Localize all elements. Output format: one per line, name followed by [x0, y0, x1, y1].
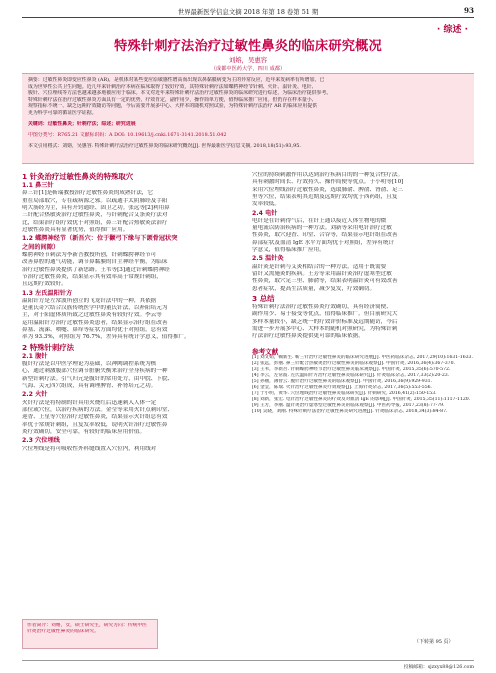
citation-format: 本文引用格式：刘嫆，吴惠容. 特殊针刺疗法治疗过敏性鼻炎的临床研究概况[J]. 世界最新医学信息文摘, 2018,18(51):93,95. [28, 143, 301, 149]
text-line: 性鼻炎，取穴迎香、印堂、合谷等，结果显示电针组在改善 [252, 232, 398, 239]
authors: 刘嫆，吴惠容 [228, 56, 268, 64]
keywords: 关键词：过敏性鼻炎；针刺疗法；综述；研究进展 [28, 121, 136, 127]
page-number: 93 [463, 6, 474, 15]
text-line: 比，结果治疗组疗效优于对照组，鼻三针配合热敏灸法治疗 [22, 219, 168, 226]
reference-item: [5] 孙丽，薄智云. 腹针治疗过敏性鼻炎的临床观察[J]. 中国针灸, 2016,36(9):929-931. [252, 378, 433, 384]
author-note-line: 针灸治疗过敏性鼻炎的临床研究。 [27, 629, 99, 635]
text-line: 明大肠经为主，具有开窍通经、固卫之功。张远等[2]利用鼻 [22, 204, 170, 211]
subsection-heading: 1.3 左氏温阳针方 [22, 289, 73, 297]
subsection-heading: 之间的间隙） [22, 243, 60, 251]
paragraph [22, 252, 244, 288]
text-line: 腹针疗法是以中医学理论为基础，以神阙调控系统为核 [22, 361, 157, 368]
subsection-heading: 2.3 穴位埋线 [22, 437, 60, 445]
abstract-box [22, 73, 474, 164]
reference-item: [1] 刘文娟，赖新生. 靳三针治疗过敏性鼻炎的临床研究进展[J]. 中医药临床杂志, 2017,29(10):1631-1633. [252, 354, 473, 360]
text-line: 炎疗效确切，安全可靠，有较好的临床应用价值。 [22, 428, 146, 435]
paragraph [22, 361, 244, 390]
article-title: 特殊针刺疗法治疗过敏性鼻炎的临床研究概况 [114, 39, 382, 54]
abstract-line: 观察指标不统一、缺乏远期疗效随访等问题，今后需要开展多中心、大样本的随机对照试验，为特殊针刺疗法治疗 AR 的临床应用提供 [28, 103, 318, 109]
text-line: 三针配合热敏灸治疗过敏性鼻炎，与针刺配合艾条灸疗法对 [22, 212, 168, 219]
journal-header: 世界最新医学信息文摘 2018 年第 18 卷第 51 期 [177, 8, 319, 16]
text-line: 副作用少、易于接受等优点，值得临床推广。但目前研究大 [252, 311, 398, 318]
subsection-heading: 2.1 腹针 [22, 352, 48, 360]
text-line: 里等穴位，结果表明其近期及远期疗效均优于西药组，且复 [252, 193, 398, 200]
author-note-line: 作者简介：刘嫆，女，硕士研究生，研究方向：传统中医 [27, 623, 147, 628]
text-line: 穴位的持续刺激作用以达到治疗疾病目的的一种复合性疗法。 [252, 172, 404, 178]
text-line: 迎香、上星等穴位治疗过敏性鼻炎，结果显示火针组总有效 [22, 414, 168, 421]
text-line: 气海、关元四穴组成，具有调理脾胃、补肾培元之功。 [22, 382, 157, 389]
text-line: 部位或穴位，以治疗疾病的方法。金莹等采用火针点刺印堂、 [22, 406, 174, 413]
text-line: 率优于常规针刺组，且复发率较低，说明火针治疗过敏性鼻 [22, 421, 168, 428]
section-heading: 1 针灸治疗过敏性鼻炎的特殊取穴 [22, 172, 134, 181]
text-line: 电针是在针刺得气后，在针上通以接近人体生物电的微 [252, 217, 387, 224]
text-line: 需进一步开展多中心、大样本的随机对照研究，为特殊针刺 [252, 325, 398, 332]
text-line: 蝶腭神经节刺法为李新吾教授所创，针刺蝶腭神经节可 [22, 252, 157, 258]
paragraph [22, 298, 244, 342]
affiliation: （成都中医药大学，四川 成都） [210, 66, 286, 72]
abstract-line: 摘要：过敏性鼻炎即变应性鼻炎 (AR)，是机体对某些变应原敏感性增高而出现以鼻黏膜病变为主的异常反应，近年来发病率有所增加，已 [28, 77, 325, 83]
text-line: 特殊针刺疗法治疗过敏性鼻炎疗效确切，具有经济简便、 [252, 304, 392, 310]
subsection-heading: 1.2 蝶腭神经节（新吾穴：位于颧弓下缘与下颌骨冠状突 [22, 235, 178, 243]
reference-list [252, 355, 474, 416]
text-line: 心，通过刺激腹部穴位调节脏腑失衡来治疗全身疾病的一种 [22, 368, 168, 375]
paragraph [252, 264, 474, 293]
text-line: 治疗过敏性鼻炎提供了新思路。王苇等[3]通过针刺蝶腭神经 [22, 266, 170, 273]
text-line: 采用穴位埋线治疗过敏性鼻炎，选取肺俞、脾俞、肾俞、足三 [252, 186, 404, 193]
text-line: 过敏性鼻炎具有显著优势，值得推广应用。 [22, 226, 129, 233]
footer-email: 投稿邮箱：sjzxyx88@126.com [403, 665, 474, 670]
reference-item: [9] 王芳，李丽. 温针灸治疗虚寒型过敏性鼻炎的临床观察[J]. 中医药导报, 2017,23(8):77-79. [252, 403, 445, 409]
paragraph [22, 400, 244, 436]
reference-item: [8] 刘新，张宏. 电针治疗过敏性鼻炎的疗效及对血清 IgE 的影响[J]. 中国针灸, 2015,35(11):1117-1120. [252, 397, 471, 403]
section-tag: · 综述 · [436, 25, 468, 35]
text-line: 留针又需施灸的疾病。王芳等采用温针灸治疗虚寒型过敏 [252, 271, 392, 278]
text-line: 新型针刺疗法。引气归元是腹针的常用处方，由中脘、下脘、 [22, 375, 174, 382]
paragraph [252, 304, 474, 340]
text-line: 鼻塞、流涕、喷嚏、鼻痒等症状方面均优于对照组，总有效 [22, 327, 168, 334]
abstract-line: 成为世界性公共卫生问题。近几年来针刺治疗本病在临床取得了较好疗效，其特殊针刺疗法如蝶腭神经节针刺、火针、温针灸、电针、 [28, 83, 317, 90]
subsection-heading: 2.5 温针灸 [252, 255, 284, 263]
paragraph [22, 446, 244, 453]
text-line: 疗法治疗过敏性鼻炎提供更可靠的临床依据。 [252, 333, 364, 340]
author-note-box [22, 619, 158, 649]
subsection-heading: 2.4 电针 [252, 209, 278, 217]
section-heading: 2 特殊针刺疗法 [22, 342, 75, 352]
text-line: 鼻部症状及血清 IgE 水平方面均优于对照组，差异有统计 [252, 239, 395, 246]
reference-item: [2] 张远，彭丽. 鼻三针配合热敏灸治疗过敏性鼻炎的临床观察[J]. 中国针灸, 2016,36(4):367-370. [252, 360, 455, 366]
section-heading: 3 总结 [252, 294, 275, 303]
paragraph [252, 218, 474, 254]
abstract-line: 特殊针刺疗法在治疗过敏性鼻炎方面具有一定的优势，疗效肯定，副作用少，操作简单方便，值得临床推广应用。但仍存在样本量小、 [28, 96, 317, 103]
text-line: 是董氏奇穴结合汉族传统医学中的董氏针法，以补阳培元为 [22, 305, 168, 312]
subsection-heading: 2.2 火针 [22, 391, 48, 399]
text-line: 率为 93.3%，对照组为 76.7%，差异具有统计学意义，值得推广。 [22, 334, 190, 341]
text-line: 节治疗过敏性鼻炎，结果显示其有效率高于常规针刺组， [22, 273, 162, 280]
text-line: 重在局部取穴，专在疏病源之邪。以疏通手太阴肺经及手阳 [22, 197, 168, 204]
text-line: 患者症状，提高生活质量，减少复发，疗效确切。 [252, 285, 376, 292]
reference-item: [6] 金莹，陈瑞. 火针治疗过敏性鼻炎疗效观察[J]. 上海针灸杂志, 2017,36(5):553-556. [252, 384, 433, 390]
reference-item: [4] 李云，左常波. 左氏温阳针方治疗过敏性鼻炎临床研究[J]. 针灸临床杂志, 2017,33(2):20-23. [252, 372, 450, 378]
text-line: 鼻三针[1]是靳瑞教授治疗过敏性鼻炎的成熟针法，它 [22, 190, 153, 197]
text-line: 性鼻炎，取穴足三里、肺俞等，结果表明温针灸可有效改善 [252, 278, 398, 285]
reference-item: [7] 于小明，黄华. 穴位埋线治疗过敏性鼻炎临床研究[J]. 针刺研究, 2016,41(2):150-153. [252, 391, 437, 397]
paragraph [252, 172, 474, 208]
classification-line: 中图分类号：R765.21 文献标识码：A DOI: 10.19613/j.cnki.1671-3141.2018.51.042 [28, 132, 227, 138]
text-line: 量电流以防治疾病的一种方法。刘新等采用电针治疗过敏 [252, 225, 392, 232]
text-line: 主，对于阳虚体质所致之过敏性鼻炎有较好疗效。李云等 [22, 312, 162, 319]
text-line: 温针灸是针刺与艾灸相结合的一种方法，适用于既需要 [252, 263, 387, 270]
reference-item: [10] 吴晓，刘刚. 特殊针刺疗法治疗过敏性鼻炎研究进展[J]. 针灸临床杂志, 2018,34(3):84-87. [252, 409, 448, 415]
text-line: 改善鼻腔的通气功能，调节鼻黏膜的自主神经平衡，为临床 [22, 259, 168, 266]
text-line: 运用温阳针方治疗过敏性鼻炎患者，结果显示治疗组在改善 [22, 319, 168, 326]
references-heading: 参考文献 [252, 347, 279, 356]
text-line: 且远期疗效较好。 [22, 281, 67, 288]
text-line: 穴位埋线是将可吸收性外科缝线置入穴位内，利用线对 [22, 445, 157, 452]
text-line: 学意义，值得临床推广应用。 [252, 247, 325, 254]
reference-item: [3] 王苇，李新吾. 针刺蝶腭神经节治疗过敏性鼻炎临床观察[J]. 中国针灸, 2015,35(6):570-572. [252, 366, 451, 372]
text-line: 火针疗法是将特制的针具用火烧红后迅速刺入人体一定 [22, 399, 157, 406]
continued-note: （下转第 95 页） [414, 639, 454, 645]
page-footer [22, 660, 474, 670]
abstract-line: 更为科学可靠的循证医学证据。 [28, 109, 97, 116]
abstract-line: 腹针、穴位埋线等方法也越来越多地被应用于临床。本文对近年来特殊针刺疗法治疗过敏性鼻炎的临床研究进行综述，为临床治疗提供参考。 [28, 90, 332, 96]
text-line: 温阳针方是左常波所创立的飞龙针法中的一种，其依据 [22, 297, 157, 304]
running-header [22, 6, 474, 18]
text-line: 多样本量较小，缺乏统一的疗效评价标准及远期随访，今后 [252, 318, 398, 325]
paragraph [22, 190, 244, 234]
subsection-heading: 1.1 鼻三针 [22, 182, 54, 189]
text-line: 具有刺激时间长、疗效持久、操作简便等优点。于小明等[10] [252, 179, 404, 186]
text-line: 发率较低。 [252, 201, 280, 208]
